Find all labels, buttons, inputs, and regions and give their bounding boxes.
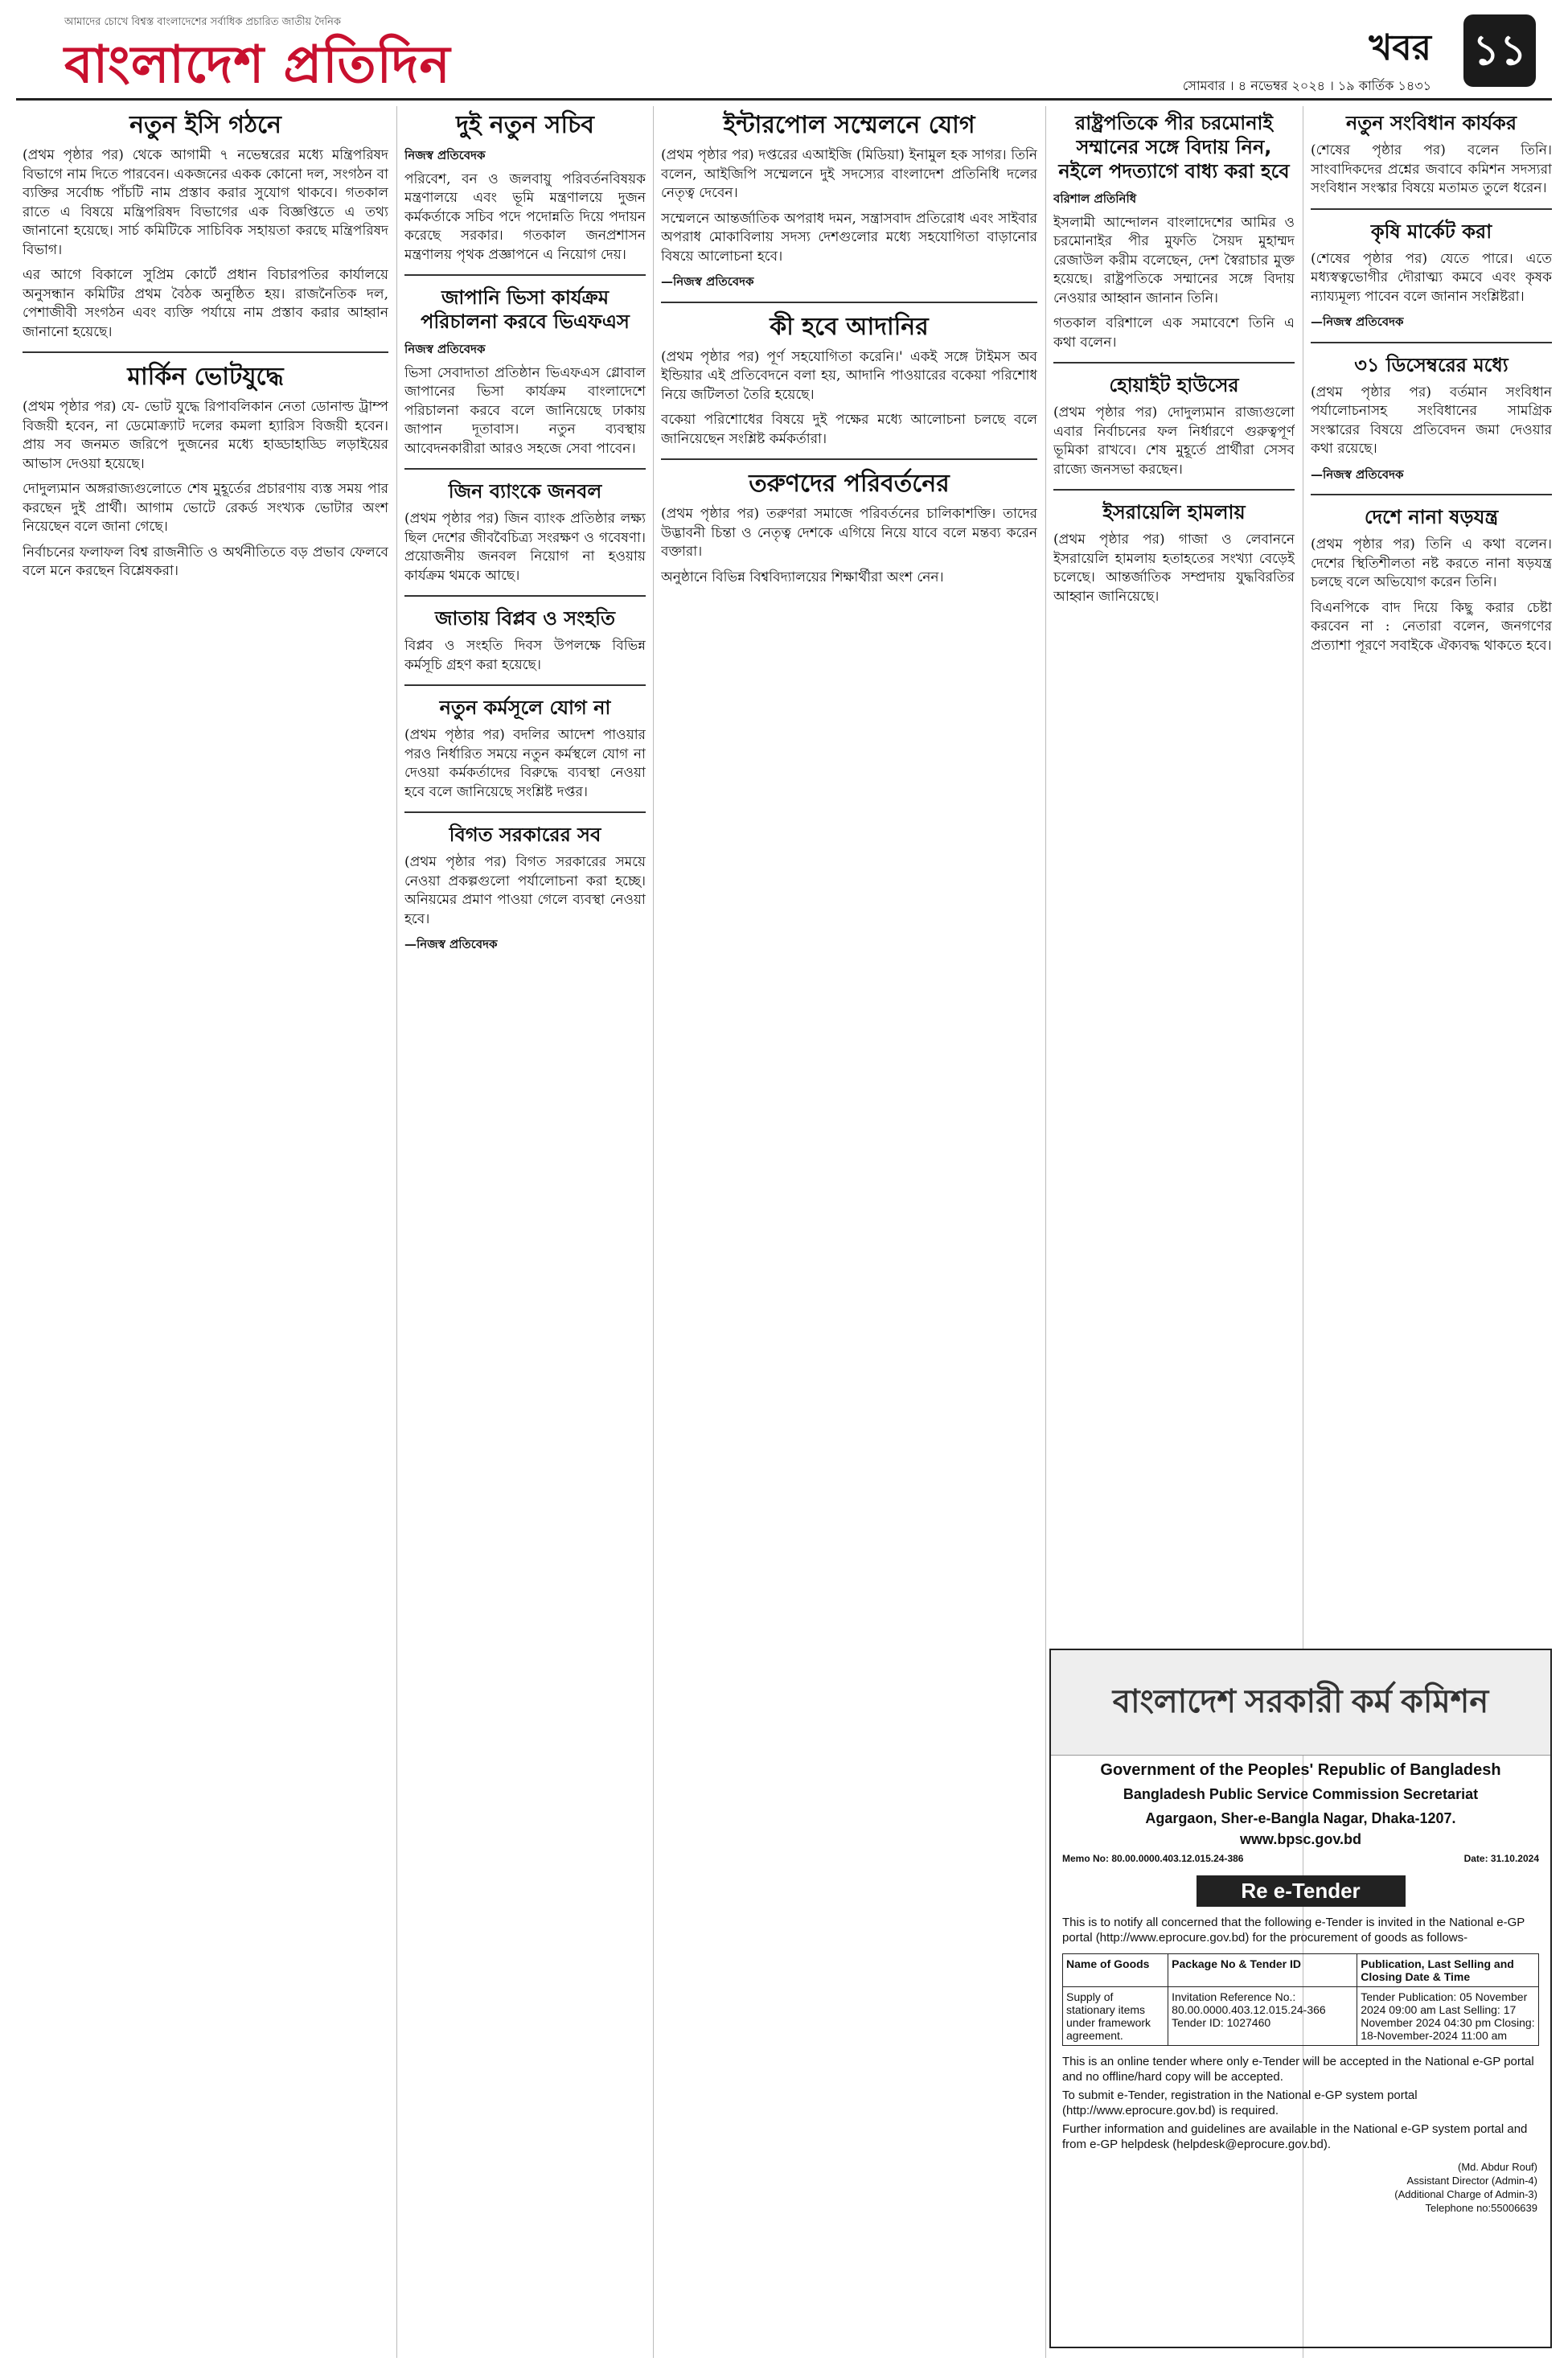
article-separator (1053, 362, 1295, 363)
ad-info: Further information and guidelines are available in the National e-GP system portal and from e-GP helpdesk (helpdesk@eprocure.gov.bd). (1062, 2122, 1528, 2151)
table-row (1063, 1987, 1539, 2046)
article-paragraph: ইসলামী আন্দোলন বাংলাদেশের আমির ও চরমোনাইর পীর মুফতি সৈয়দ মুহাম্মদ রেজাউল করীম বলেছেন, দেশ স্বৈরাচার মুক্ত হয়েছে। রাষ্ট্রপতিকে সম্মানের সঙ্গে বিদায় নেওয়ার আহ্বান জানান তিনি। (1053, 214, 1295, 306)
signatory-role: (Additional Charge of Admin-3) (1394, 2188, 1537, 2200)
article-separator (404, 468, 646, 470)
ad-memo-row (1051, 1848, 1550, 1869)
headline-two-secretaries: দুই নতুন সচিব (456, 111, 594, 139)
ad-info: To submit e-Tender, registration in the National e-GP system portal (http://www.eprocure.gov.bd) is required. (1062, 2089, 1418, 2117)
article-paragraph: ভিসা সেবাদাতা প্রতিষ্ঠান ভিএফএস গ্লোবাল জাপানের ভিসা কার্যক্রম বাংলাদেশে পরিচালনা করবে বলে জানিয়েছে ঢাকায় জাপান দূতাবাস। নতুন ব্যবস্থায় আবেদনকারীরা আরও সহজে সেবা পাবেন। (404, 364, 646, 457)
tender-advertisement (1049, 1649, 1552, 2348)
masthead (16, 8, 1552, 97)
article-paragraph: বকেয়া পরিশোধের বিষয়ে দুই পক্ষের মধ্যে আলোচনা চলছে বলে জানিয়েছেন সংশ্লিষ্ট কর্মকর্তারা। (661, 412, 1037, 447)
section-label: খবর (1369, 27, 1431, 68)
article-paragraph: (শেষের পৃষ্ঠার পর) যেতে পারে। এতে মধ্যস্বত্বভোগীর দৌরাত্ম্য কমবে এবং কৃষক ন্যায্যমূল্য পাবেন বলে জানান সংশ্লিষ্টরা। (1311, 250, 1552, 305)
article-paragraph: (প্রথম পৃষ্ঠার পর) থেকে আগামী ৭ নভেম্বরের মধ্যে মন্ত্রিপরিষদ বিভাগে নাম দিতে পারবেন। একজনের একক কোনো দল, সংগঠন বা ব্যক্তির সর্বোচ্চ পাঁচটি নাম প্রস্তাব করার সুযোগ থাকবে। গতকাল রাতে এ বিষয়ে মন্ত্রিপরিষদ বিভাগের এক বিজ্ঞপ্তিতে এ তথ্য জানানো হয়েছে। সার্চ কমিটিকে সাচিবিক সহায়তা করছে মন্ত্রিপরিষদ বিভাগ। (23, 147, 388, 258)
column-3 (661, 106, 1037, 2350)
ad-signature (1051, 2154, 1550, 2221)
article-paragraph: (প্রথম পৃষ্ঠার পর) দোদুল্যমান রাজ্যগুলো এবার নির্বাচনের ফল নির্ধারণে গুরুত্বপূর্ণ ভূমিকা রাখবে। শেষ মুহূর্তে প্রার্থীরা সেসব রাজ্যে জনসভা করছেন। (1053, 405, 1295, 478)
article-paragraph: নির্বাচনের ফলাফল বিশ্ব রাজনীতি ও অর্থনীতিতে বড় প্রভাব ফেলবে বলে মনে করছেন বিশ্লেষকরা। (23, 544, 388, 579)
table-header: Package No & Tender ID (1168, 1954, 1357, 1987)
headline-december-31: ৩১ ডিসেম্বরের মধ্যে (1354, 353, 1508, 376)
article-paragraph: দোদুল্যমান অঙ্গরাজ্যগুলোতে শেষ মুহূর্তের প্রচারণায় ব্যস্ত সময় পার করছেন দুই প্রার্থী। আগাম ভোটে রেকর্ড সংখ্যক ভোটার অংশ নিয়েছেন বলে জানা গেছে। (23, 481, 388, 535)
ad-info: This is an online tender where only e-Tender will be accepted in the National e-GP portal and no offline/hard copy will be accepted. (1062, 2055, 1534, 2084)
article-paragraph: (প্রথম পৃষ্ঠার পর) তিনি এ কথা বলেন। দেশের স্থিতিশীলতা নষ্ট করতে নানা ষড়যন্ত্র চলছে বলে অভিযোগ করেন তিনি। (1311, 536, 1552, 590)
article-separator (404, 595, 646, 597)
ad-title: Re e-Tender (1197, 1875, 1406, 1907)
signatory-phone: Telephone no:55006639 (1425, 2202, 1537, 2214)
article-paragraph: (প্রথম পৃষ্ঠার পর) গাজা ও লেবাননে ইসরায়েলি হামলায় হতাহতের সংখ্যা বেড়েই চলেছে। আন্তর্জাতিক সম্প্রদায় যুদ্ধবিরতির আহ্বান জানিয়েছে। (1053, 532, 1295, 605)
article-separator (1311, 208, 1552, 210)
article-paragraph: (প্রথম পৃষ্ঠার পর) যে- ভোট যুদ্ধে রিপাবলিকান নেতা ডোনাল্ড ট্রাম্প বিজয়ী হবেন, না ডেমোক্র্যাট দলের কমলা হ্যারিস বিজয়ী হবেন। প্রায় সব জনমত জরিপে দুজনের মধ্যে হাড্ডাহাড্ডি লড়াইয়ের আভাস দেওয়া হয়েছে। (23, 399, 388, 472)
signatory-role: Assistant Director (Admin-4) (1406, 2175, 1537, 2187)
article-paragraph: সম্মেলনে আন্তর্জাতিক অপরাধ দমন, সন্ত্রাসবাদ প্রতিরোধ এবং সাইবার অপরাধ মোকাবিলায় সদস্য দেশগুলোর মধ্যে সহযোগিতা বাড়ানোর বিষয়ে আলোচনা হবে। (661, 210, 1037, 265)
ad-banner: বাংলাদেশ সরকারী কর্ম কমিশন (1051, 1650, 1550, 1756)
article-paragraph: পরিবেশ, বন ও জলবায়ু পরিবর্তনবিষয়ক মন্ত্রণালয়ে এবং ভূমি মন্ত্রণালয়ে দুজন কর্মকর্তাকে সচিব পদে পদোন্নতি দিয়ে পদায়ন করেছে সরকার। গতকাল জনপ্রশাসন মন্ত্রণালয় পৃথক প্রজ্ঞাপনে এ নিয়োগ দেয়। (404, 170, 646, 263)
byline: নিজস্ব প্রতিবেদক (404, 342, 486, 356)
signatory-name: (Md. Abdur Rouf) (1458, 2161, 1537, 2173)
headline-new-ec: নতুন ইসি গঠনে (129, 111, 281, 139)
logo-tagline: আমাদের চোখে বিশ্বস্ত বাংলাদেশের সর্বাধিক প্রচারিত জাতীয় দৈনিক (64, 16, 342, 28)
article-paragraph: (প্রথম পৃষ্ঠার পর) বর্তমান সংবিধান পর্যালোচনাসহ সংবিধানের সামগ্রিক সংস্কারের বিষয়ে প্রতিবেদন জমা দেওয়ার কথা রয়েছে। (1311, 384, 1552, 457)
column-divider (653, 106, 654, 2358)
ad-gov-line: Bangladesh Public Service Commission Secretariat (1123, 1786, 1479, 1802)
headline-president-charmonai: রাষ্ট্রপতিকে পীর চরমোনাই সম্মানের সঙ্গে বিদায় নিন, নইলে পদত্যাগে বাধ্য করা হবে (1058, 112, 1290, 183)
table-cell: Invitation Reference No.: 80.00.0000.403.12.015.24-366 Tender ID: 1027460 (1168, 1987, 1357, 2046)
headline-new-constitution: নতুন সংবিধান কার্যকর (1345, 112, 1517, 134)
headline-youth-change: তরুণদের পরিবর্তনের (749, 470, 950, 498)
headline-adani: কী হবে আদানির (770, 312, 929, 341)
article-paragraph: বিপ্লব ও সংহতি দিবস উপলক্ষে বিভিন্ন কর্মসূচি গ্রহণ করা হয়েছে। (404, 638, 646, 673)
article-paragraph: (প্রথম পৃষ্ঠার পর) বদলির আদেশ পাওয়ার পরও নির্ধারিত সময়ে নতুন কর্মস্থলে যোগ না দেওয়া কর্মকর্তাদের বিরুদ্ধে ব্যবস্থা নেওয়া হবে বলে জানিয়েছে সংশ্লিষ্ট দপ্তর। (404, 727, 646, 800)
article-separator (23, 351, 388, 353)
newspaper-logo: বাংলাদেশ প্রতিদিন (64, 35, 451, 95)
headline-israeli-attack: ইসরায়েলি হামলায় (1102, 501, 1246, 524)
article-paragraph: (প্রথম পৃষ্ঠার পর) তরুণরা সমাজে পরিবর্তনের চালিকাশক্তি। তাদের উদ্ভাবনী চিন্তা ও নেতৃত্ব দেশকে এগিয়ে নিয়ে যাবে বলে মন্তব্য করেন বক্তারা। (661, 506, 1037, 560)
headline-previous-government: বিগত সরকারের সব (449, 824, 601, 846)
headline-new-workplace: নতুন কর্মসূলে যোগ না (439, 696, 611, 719)
byline: —নিজস্ব প্রতিবেদক (1311, 314, 1404, 329)
article-paragraph: এর আগে বিকালে সুপ্রিম কোর্টে প্রধান বিচারপতির কার্যালয়ে অনুসন্ধান কমিটির প্রথম বৈঠক অনুষ্ঠিত হয়। রাজনৈতিক দল, পেশাজীবী সংগঠন এবং ব্যক্তি পর্যায়ে নাম প্রস্তাব করার আহ্বান জানানো হয়েছে। (23, 267, 388, 340)
headline-white-house: হোয়াইট হাউসের (1109, 374, 1239, 396)
byline: —নিজস্ব প্রতিবেদক (661, 274, 754, 289)
column-1 (23, 106, 388, 2350)
article-separator (404, 811, 646, 813)
tender-table (1062, 1953, 1539, 2046)
article-paragraph: (প্রথম পৃষ্ঠার পর) জিন ব্যাংক প্রতিষ্ঠার লক্ষ্য ছিল দেশের জীববৈচিত্র্য সংরক্ষণ ও গবেষণা। প্রয়োজনীয় জনবল নিয়োগ না হওয়ায় কার্যক্রম থমকে আছে। (404, 511, 646, 584)
article-separator (661, 302, 1037, 303)
headline-revolution-day: জাতায় বিপ্লব ও সংহতি (435, 607, 615, 630)
article-paragraph: (প্রথম পৃষ্ঠার পর) পূর্ণ সহযোগিতা করেনি।' একই সঙ্গে টাইমস অব ইন্ডিয়ার এই প্রতিবেদনে বলা হয়, আদানি পাওয়ারের বকেয়া পরিশোধ নিয়ে জটিলতা তৈরি হয়েছে। (661, 348, 1037, 403)
article-paragraph: বিএনপিকে বাদ দিয়ে কিছু করার চেষ্টা করবেন না : নেতারা বলেন, জনগণের প্রত্যাশা পূরণে সবাইকে ঐক্যবদ্ধ থাকতে হবে। (1311, 599, 1552, 654)
table-header: Name of Goods (1063, 1954, 1168, 1987)
article-paragraph: (শেষের পৃষ্ঠার পর) বলেন তিনি। সাংবাদিকদের প্রশ্নের জবাবে কমিশন সদস্যরা সংবিধান সংস্কার বিষয়ে মতামত তুলে ধরেন। (1311, 142, 1552, 196)
masthead-rule (16, 98, 1552, 101)
headline-gene-bank: জিন ব্যাংকে জনবল (448, 480, 602, 503)
article-paragraph: গতকাল বরিশালে এক সমাবেশে তিনি এ কথা বলেন। (1053, 315, 1295, 351)
headline-conspiracy: দেশে নানা ষড়যন্ত্র (1364, 506, 1499, 528)
ad-notice: This is to notify all concerned that the following e-Tender is invited in the National e-GP portal (http://www.eprocure.gov.bd) for the procurement of goods as follows- (1062, 1916, 1525, 1945)
article-paragraph: (প্রথম পৃষ্ঠার পর) বিগত সরকারের সময়ে নেওয়া প্রকল্পগুলো পর্যালোচনা করা হচ্ছে। অনিয়মের প্রমাণ পাওয়া গেলে ব্যবস্থা নেওয়া হবে। (404, 854, 646, 927)
byline: বরিশাল প্রতিনিধি (1053, 191, 1137, 206)
byline: —নিজস্ব প্রতিবেদক (1311, 466, 1404, 482)
table-cell: Supply of stationary items under framework agreement. (1063, 1987, 1168, 2046)
table-cell: Tender Publication: 05 November 2024 09:00 am Last Selling: 17 November 2024 04:30 pm Closing: 18-November-2024 11:00 am (1357, 1987, 1539, 2046)
byline: —নিজস্ব প্রতিবেদক (404, 937, 498, 951)
article-separator (1311, 494, 1552, 495)
article-separator (404, 274, 646, 276)
ad-url: www.bpsc.gov.bd (1239, 1831, 1361, 1847)
article-separator (1053, 489, 1295, 491)
column-2 (404, 106, 646, 2350)
column-4 (1053, 106, 1295, 1634)
ad-gov-line: Agargaon, Sher-e-Bangla Nagar, Dhaka-1207. (1145, 1810, 1456, 1826)
headline-japan-visa: জাপানি ভিসা কার্যক্রম পরিচালনা করবে ভিএফএস (421, 286, 630, 333)
article-paragraph: (প্রথম পৃষ্ঠার পর) দপ্তরের এআইজি (মিডিয়া) ইনামুল হক সাগর। তিনি বলেন, আইজিপি সম্মেলনে দুই সদস্যের বাংলাদেশ প্রতিনিধি দলের নেতৃত্ব দেবেন। (661, 147, 1037, 201)
column-divider (1045, 106, 1046, 2358)
ad-date: Date: 31.10.2024 (1463, 1853, 1539, 1864)
table-header-row (1063, 1954, 1539, 1987)
ad-memo: Memo No: 80.00.0000.403.12.015.24-386 (1062, 1853, 1244, 1864)
headline-interpol: ইন্টারপোল সম্মেলনে যোগ (723, 111, 975, 139)
dateline: সোমবার । ৪ নভেম্বর ২০২৪ । ১৯ কার্তিক ১৪৩১ (1182, 78, 1431, 93)
column-5 (1311, 106, 1552, 1634)
article-separator (404, 684, 646, 686)
byline: নিজস্ব প্রতিবেদক (404, 148, 486, 162)
article-separator (1311, 342, 1552, 343)
ad-gov-line: Government of the Peoples' Republic of Bangladesh (1100, 1761, 1501, 1779)
article-paragraph: অনুষ্ঠানে বিভিন্ন বিশ্ববিদ্যালয়ের শিক্ষার্থীরা অংশ নেন। (661, 569, 944, 585)
headline-agri-market: কৃষি মার্কেট করা (1370, 220, 1492, 243)
page-number: ১১ (1463, 14, 1536, 87)
article-separator (661, 458, 1037, 460)
headline-us-election: মার্কিন ভোটযুদ্ধে (127, 363, 284, 391)
column-divider (396, 106, 397, 2358)
table-header: Publication, Last Selling and Closing Date & Time (1357, 1954, 1539, 1987)
